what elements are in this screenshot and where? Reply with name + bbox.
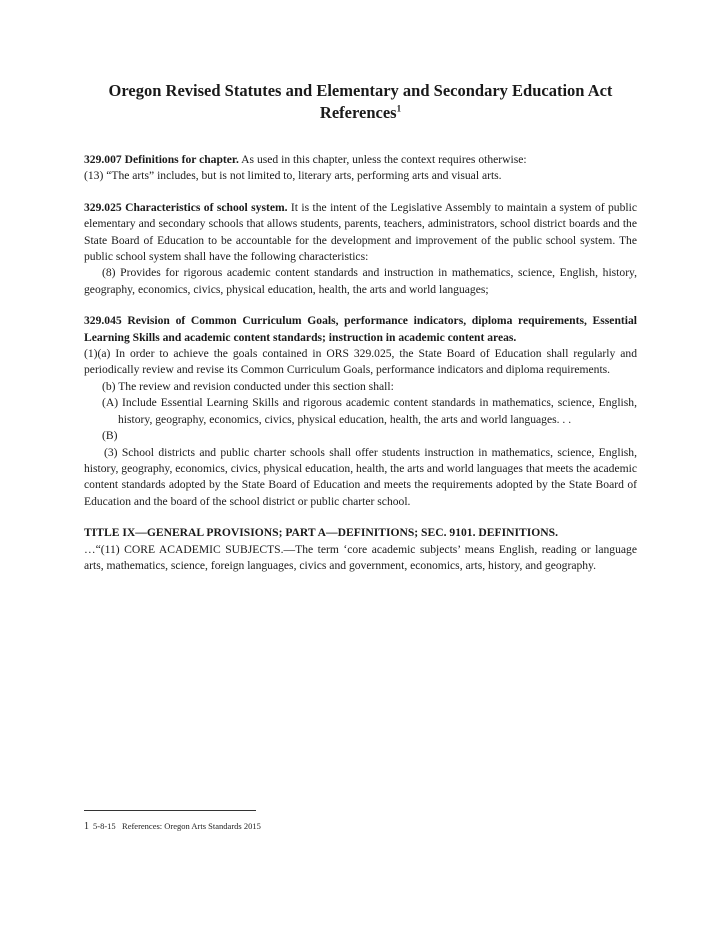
section-item-1b: (b) The review and revision conducted under this section shall: — [102, 379, 394, 393]
footnote-reference: 1 — [396, 103, 402, 114]
section-title-ix — [84, 525, 637, 574]
section-item-3-text: (3) School districts and public charter schools shall offer students instruction in mathematics, science, English, history, geography, economics, civics, physical education, health, the arts and world languages that meets the academic content standards adopted by the State Board of Education and meets the requirements adopted by the State Board of Education and the board of the school district or public charter school. — [84, 445, 637, 508]
section-heading: 329.007 Definitions for chapter. — [84, 153, 239, 166]
section-item-B: (B) — [102, 429, 118, 443]
footnote-divider — [84, 810, 256, 811]
section-heading: 329.025 Characteristics of school system. — [84, 200, 288, 214]
section-body: …“(11) CORE ACADEMIC SUBJECTS.—The term ‘core academic subjects’ means English, reading or language arts, mathematics, science, foreign languages, civics and government, economics, arts, history, and geography. — [84, 542, 637, 572]
section-item-A: (A) Include Essential Learning Skills and rigorous academic content standards in mathematics, science, English, history, geography, economics, civics, physical education, health, the arts and world languages. . . — [102, 396, 637, 426]
section-intro: As used in this chapter, unless the context requires otherwise: — [241, 153, 527, 166]
section-329-025 — [84, 200, 637, 298]
document-title-text: Oregon Revised Statutes and Elementary and Secondary Education Act References — [108, 81, 613, 122]
section-heading: TITLE IX—GENERAL PROVISIONS; PART A—DEFINITIONS; SEC. 9101. DEFINITIONS. — [84, 526, 558, 540]
footnote-text: 5-8-15 References: Oregon Arts Standards 2015 — [93, 821, 261, 831]
section-item-3 — [84, 445, 637, 511]
footnote — [84, 820, 261, 833]
footnote-marker: 1 — [84, 821, 89, 832]
section-heading: 329.045 Revision of Common Curriculum Goals, performance indicators, diploma requirements, Essential Learning Skills and academic content standards; instruction in academic content areas. — [84, 314, 637, 344]
section-item-8-text: (8) Provides for rigorous academic content standards and instruction in mathematics, science, English, history, geography, economics, civics, physical education, health, the arts and world languages; — [84, 266, 637, 296]
document-title — [84, 80, 637, 124]
section-item-13: (13) “The arts” includes, but is not limited to, literary arts, performing arts and visual arts. — [84, 169, 502, 183]
document-page — [84, 80, 637, 589]
section-item-1a: (1)(a) In order to achieve the goals contained in ORS 329.025, the State Board of Education shall regularly and periodically review and revise its Common Curriculum Goals, performance indicators and diploma requirements. — [84, 347, 637, 377]
section-329-045 — [84, 313, 637, 510]
section-329-007 — [84, 152, 637, 185]
section-body: It is the intent of the Legislative Assembly to maintain a system of public elementary and secondary schools that allows students, parents, teachers, administrators, school district boards and the State Board of Education to be accountable for the development and improvement of the public school system. The public school system shall have the following characteristics: — [84, 200, 637, 264]
section-item-8 — [84, 265, 637, 298]
